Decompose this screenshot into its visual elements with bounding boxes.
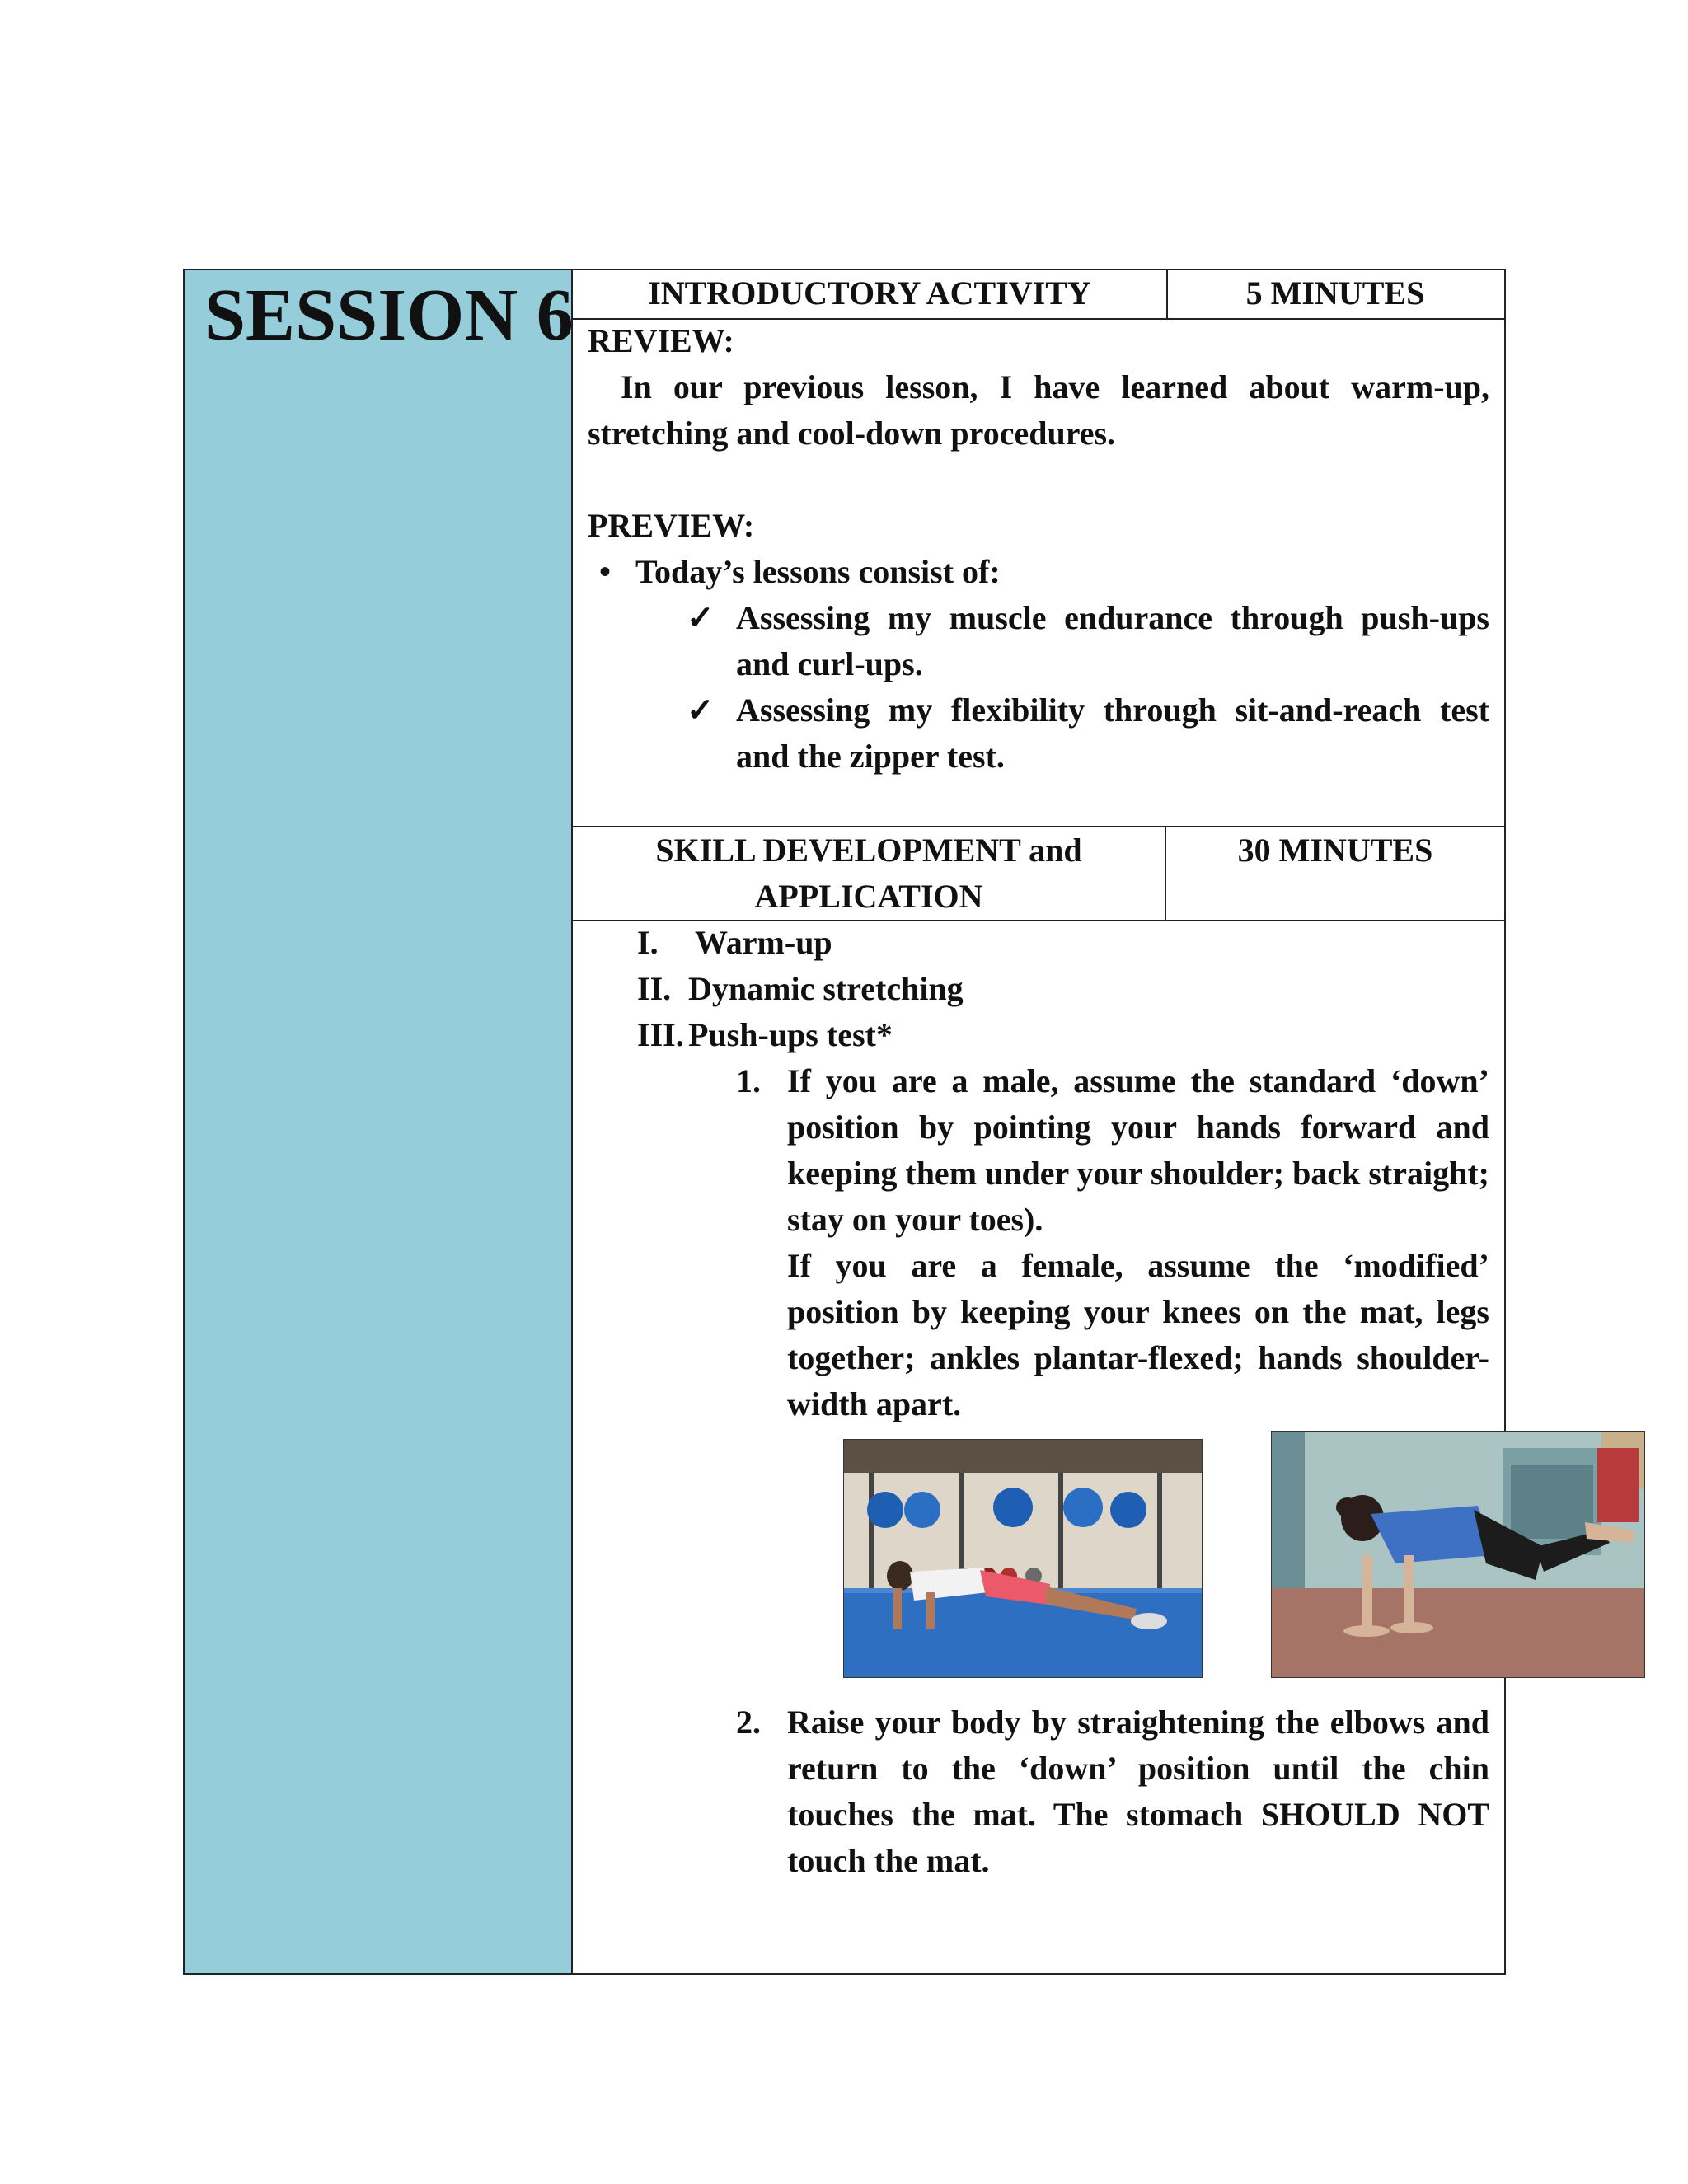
male-pushup-photo	[843, 1439, 1203, 1678]
review-text: In our previous lesson, I have learned about warm-up, stretching and cool-down procedures.	[588, 368, 1489, 452]
roman-item	[588, 920, 1489, 966]
female-pushup-image	[1272, 1432, 1644, 1677]
check-icon: ✓	[687, 599, 715, 636]
spacer	[588, 457, 1489, 503]
step-number: 1.	[736, 1062, 761, 1099]
roman-item	[588, 1012, 1489, 1058]
roman-item	[588, 966, 1489, 1012]
preview-bullet	[588, 549, 1489, 595]
intro-time-label: 5 MINUTES	[1245, 274, 1425, 312]
preview-label: PREVIEW:	[588, 507, 755, 544]
roman-text: Warm-up	[695, 924, 832, 961]
session-table	[183, 269, 1506, 1975]
roman-numeral: I.	[637, 924, 659, 961]
preview-check-item	[588, 595, 1489, 687]
step-paragraph: If you are a male, assume the standard ‘down’ position by pointing your hands forward and keeping them under your shoulder; back straight; stay on your toes).	[787, 1062, 1489, 1238]
session-sidebar	[185, 270, 573, 1973]
bullet-text: Today’s lessons consist of:	[635, 553, 1001, 590]
session-content	[573, 270, 1504, 1973]
intro-header	[573, 270, 1504, 320]
step-two-body	[588, 1699, 1489, 1884]
skill-activity-label: SKILL DEVELOPMENT and APPLICATION	[573, 827, 1166, 920]
step-item	[588, 1058, 1489, 1427]
check-text: Assessing my muscle endurance through push-ups and curl-ups.	[736, 599, 1489, 682]
female-pushup-photo	[1271, 1431, 1645, 1678]
check-text: Assessing my flexibility through sit-and-reach test and the zipper test.	[736, 691, 1489, 775]
intro-body	[588, 318, 1489, 780]
bullet-icon: •	[599, 553, 612, 590]
review-label: REVIEW:	[588, 322, 734, 359]
preview-check-item	[588, 687, 1489, 780]
roman-text: Push-ups test*	[688, 1016, 893, 1053]
roman-numeral: II.	[637, 970, 672, 1007]
step-item	[588, 1699, 1489, 1884]
step-number: 2.	[736, 1704, 761, 1741]
skill-body	[588, 920, 1489, 1427]
roman-numeral: III.	[637, 1016, 684, 1053]
male-pushup-image	[844, 1440, 1202, 1677]
check-icon: ✓	[687, 691, 715, 729]
step-paragraph: Raise your body by straightening the elbows and return to the ‘down’ position until the chin touches the mat. The stomach SHOULD NOT touch the mat.	[787, 1704, 1489, 1879]
roman-text: Dynamic stretching	[688, 970, 964, 1007]
skill-time-label: 30 MINUTES	[1237, 832, 1433, 869]
session-title: SESSION 6	[204, 274, 574, 356]
skill-header	[573, 826, 1504, 921]
intro-activity-label: INTRODUCTORY ACTIVITY	[573, 270, 1168, 318]
step-paragraph: If you are a female, assume the ‘modified’ position by keeping your knees on the mat, legs together; ankles plantar-flexed; hands shoulder-width apart.	[787, 1247, 1489, 1422]
